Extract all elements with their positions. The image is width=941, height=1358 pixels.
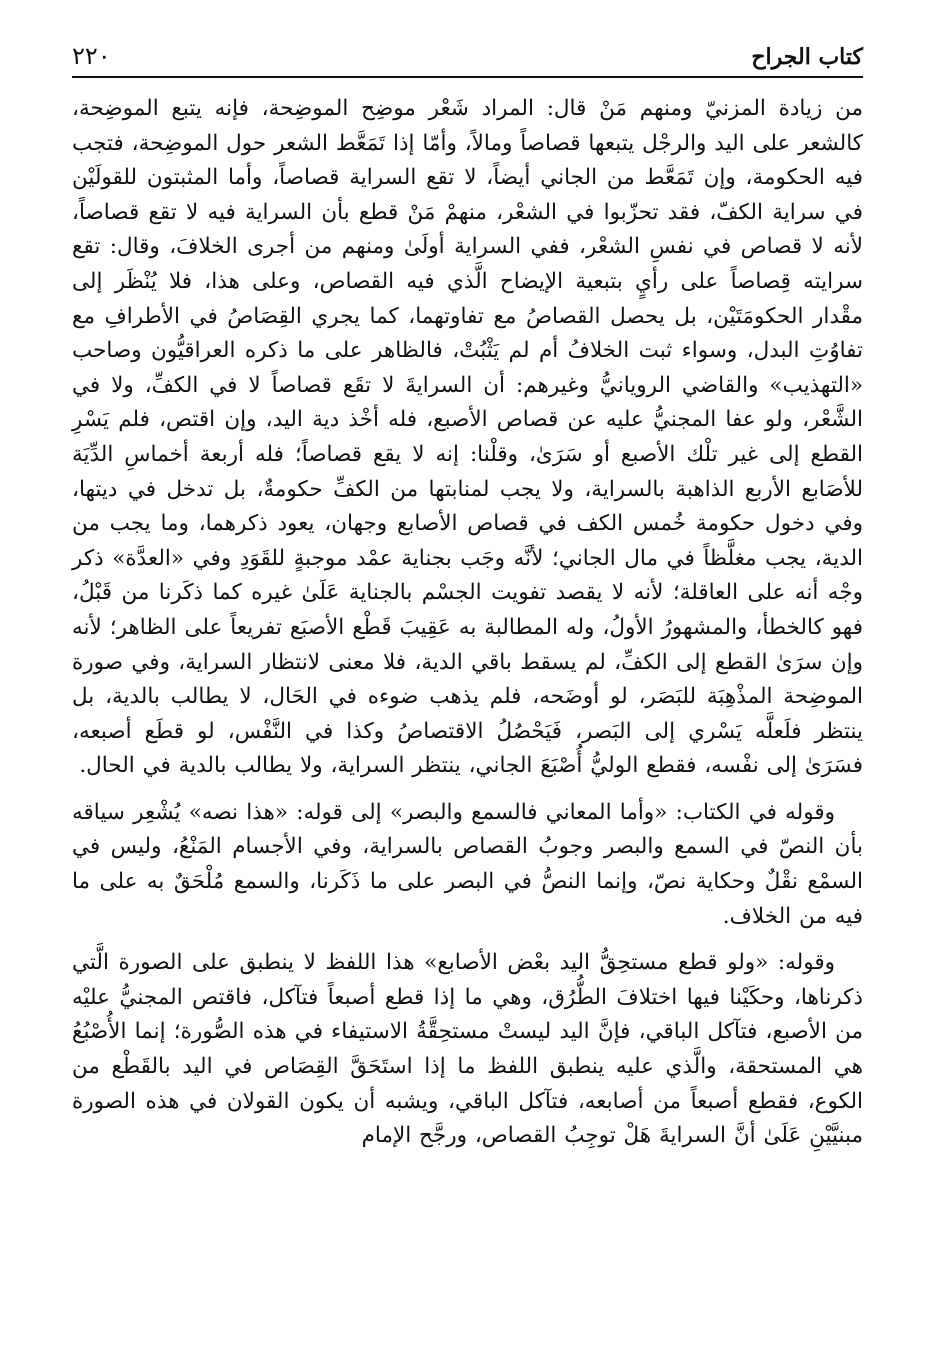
page-number: ٢٢٠	[72, 42, 111, 70]
paragraph-2: وقوله في الكتاب: «وأما المعاني فالسمع والبصر» إلى قوله: «هذا نصه» يُشْعِر سياقه بأن النصّ في السمع والبصر وجوبُ القصاص بالسراية، وفي الأجسام المَنْعُ، وليس في السمْع نقْلٌ وحكاية نصّ، وإنما النصُّ في البصر على ما ذَكَرنا، والسمع مُلْحَقٌ به على ما فيه من الخلاف.	[72, 799, 863, 929]
paragraph-1: من زيادة المزنيّ ومنهم مَنْ قال: المراد شَعْر موضِح الموضِحة، فإنه يتبع الموضِحة، كالشعر على اليد والرجْل يتبعها قصاصاً ومالاً، وأمّا إذا تَمَعَّط الشعر حول الموضِحة، فتجب فيه الحكومة، وإن تَمَعَّط من الجاني أيضاً، لا تقع السراية قصاصاً، وأما المثبتون للقولَيْن في سراية الكفّ، فقد تحزّبوا في الشعْر، منهمْ مَنْ قطع بأن السراية فيه لا تقع قصاصاً، لأنه لا قصاص في نفسِ الشعْر، ففي السراية أولَىٰ ومنهم من أجرى الخلافَ، وقال: تقع سرايته قِصاصاً على رأيٍ بتبعية الإيضاح الَّذي فيه القصاص، وعلى هذا، فلا يُنْظَر إلى مقْدار الحكومَتَيْن، بل يحصل القصاصُ مع تفاوتهما، كما يجري القِصَاصُ في الأطرافِ مع تفاوُتِ البدل، وسواء ثبت الخلافُ أم لم يَثْبُتْ، فالظاهر على ما ذكره العراقيُّون وصاحب «التهذيب» والقاضي الرويانيُّ وغيرهم: أن السرايةَ لا تقَع قصاصاً لا في الكفِّ، ولا في الشَّعْر، ولو عفا المجنيُّ عليه عن قصاص الأصبع، فله أخْذ دية اليد، وإن اقتص، فلم يَسْرِ القطع إلى غير تلْك الأصبع أو سَرَىٰ، وقلْنا: إنه لا يقع قصاصاً؛ فله أربعة أخماسِ الدِّيَة للأصَابع الأربع الذاهبة بالسراية، ولا يجب لمنابتها من الكفِّ حكومةٌ، بل تدخل في ديتها، وفي دخول حكومة خُمس الكف في قصاص الأصابع وجهان، يعود ذكرهما، وما يجب من الدية، يجب مغلَّظاً في مال الجاني؛ لأنَّه وجَب بجناية عمْد موجبةٍ للقَوَدِ وفي «العدَّة» ذكر وجْه أنه على العاقلة؛ لأنه لا يقصد تفويت الجسْم بالجناية عَلَىٰ غيره كما ذكَرنا من قَبْلُ، فهو كالخطأ، والمشهورُ الأولُ، وله المطالبة به عَقِيبَ قَطْع الأصبَع تفريعاً على الظاهر؛ لأنه وإن سرَىٰ القطع إلى الكفِّ، لم يسقط باقي الدية، فلا معنى لانتظار السراية، وفي صورة الموضِحة المذْهِبَة للبَصَر، لو أوضَحه، فلم يذهب ضوءه في الحَال، لا يطالب بالدية، بل ينتظر فلَعلَّه يَسْري إلى البَصر، فَيَحْصُلُ الاقتصاصُ وكذا في النَّفْس، لو قطَع أصبعه، فسَرَىٰ إلى نفْسه، فقطع الوليُّ أُصْبَعَ الجاني، ينتظر السراية، ولا يطالب بالدية في الحال.	[72, 96, 863, 779]
body-text	[72, 92, 863, 1154]
page-header	[72, 28, 863, 78]
paragraph-3: وقوله: «ولو قطع مستحِقُّ اليد بعْض الأصابع» هذا اللفظ لا ينطبق على الصورة الَّتي ذكرناها، وحكَيْنا فيها اختلافَ الطُّرُق، وهي ما إذا قطع أصبعاً فتآكل، فاقتص المجنيُّ عليْه من الأصبع، فتآكل الباقي، فإنَّ اليد ليستْ مستحِقَّةُ الاستيفاء في هذه الصُّورة؛ إنما الأُصْبُعُ هي المستحقة، والَّذي عليه ينطبق اللفظ ما إذا استَحَقَّ القِصَاص في اليد بالقَطْع من الكوع، فقطع أصبعاً من أصابعه، فتآكل الباقي، ويشبه أن يكون القولان في هذه الصورة مبنيَّيْنِ عَلَىٰ أنَّ السرايةَ هَلْ توجِبُ القصاص، ورجَّح الإمام	[72, 950, 863, 1149]
running-title: كتاب الجراح	[751, 44, 863, 70]
